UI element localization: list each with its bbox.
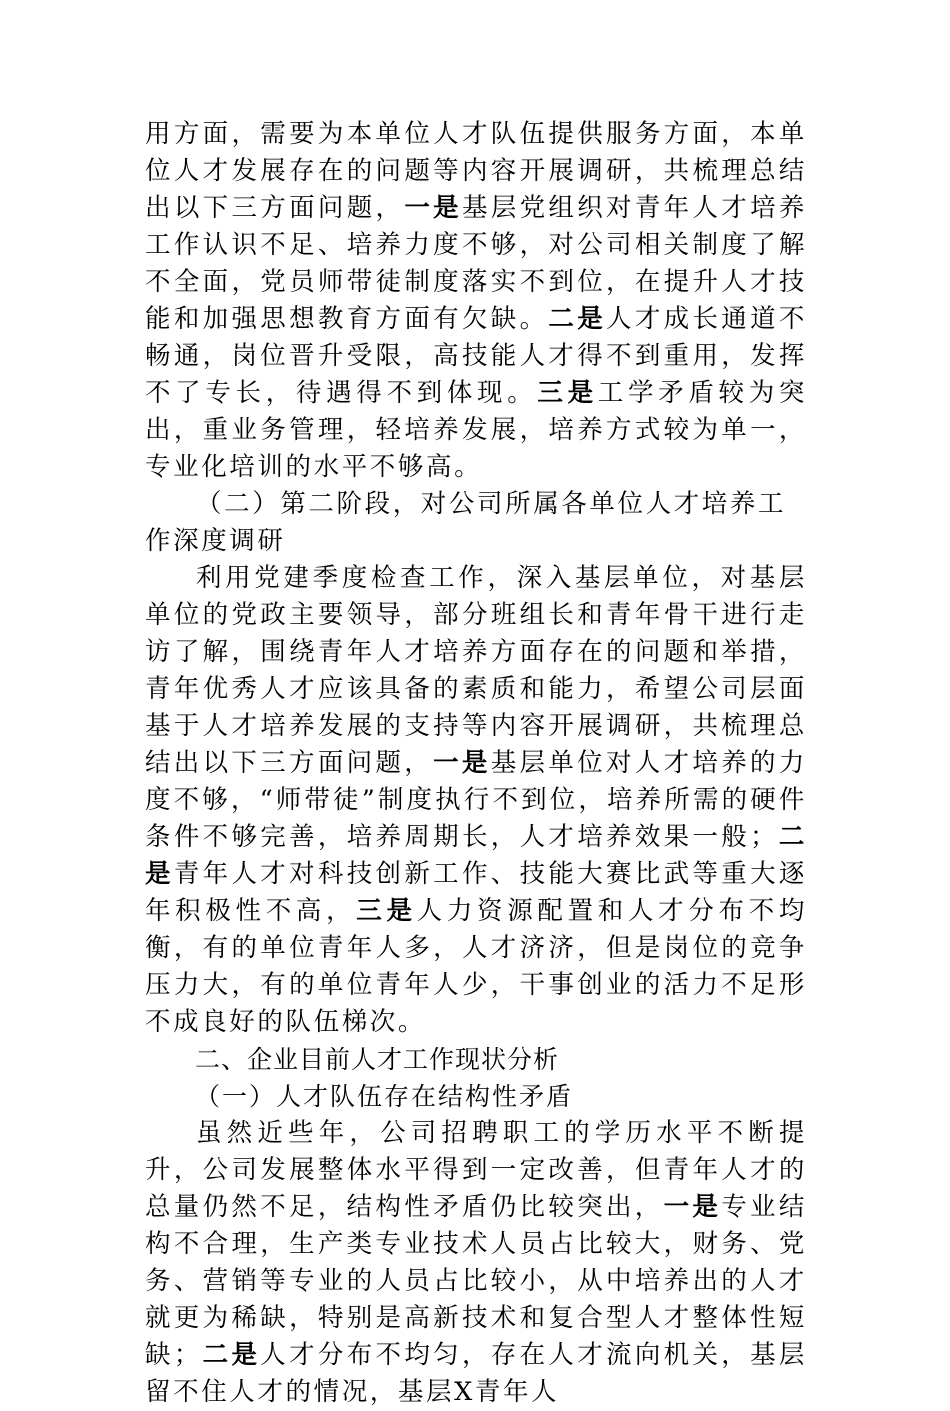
bold-marker: 二是 <box>145 822 808 889</box>
bold-marker: 一是 <box>404 193 462 223</box>
bold-marker: 一是 <box>663 1192 722 1222</box>
paragraph-stage-two-research <box>145 560 807 1041</box>
text-run: 人才分布不均匀，存在人才流向机关，基层留不住人才的情况，基层X青年人 <box>145 1340 808 1407</box>
section-heading-current-status: 二、企业目前人才工作现状分析 <box>195 1045 560 1074</box>
text-run: 基层党组织对青年人才培养工作认识不足、培养力度不够，对公司相关制度了解不全面，党员师带徒制度落实不到位，在提升人才技能和加强思想教育方面有欠缺。 <box>145 193 808 334</box>
bold-marker: 二是 <box>201 1340 261 1370</box>
paragraph-problems-summary <box>145 116 807 486</box>
bold-marker: 一是 <box>433 748 491 778</box>
text-run: 用方面，需要为本单位人才队伍提供服务方面，本单位人才发展存在的问题等内容开展调研，共梳理总结出以下三方面问题， <box>145 119 807 223</box>
bold-marker: 三是 <box>537 378 598 408</box>
text-run: 利用党建季度检查工作，深入基层单位，对基层单位的党政主要领导，部分班组长和青年骨干进行走访了解，围绕青年人才培养方面存在的问题和举措，青年优秀人才应该具备的素质和能力，希望公司层面基于人才培养发展的支持等内容开展调研，共梳理总结出以下三方面问题， <box>145 563 807 778</box>
text-run: 虽然近些年，公司招聘职工的学历水平不断提升，公司发展整体水平得到一定改善，但青年人才的总量仍然不足，结构性矛盾仍比较突出， <box>145 1118 807 1222</box>
text-run: 工学矛盾较为突出，重业务管理，轻培养发展，培养方式较为单一，专业化培训的水平不够高。 <box>145 378 807 482</box>
paragraph-structural-contradiction <box>145 1115 807 1411</box>
text-run: 基层单位对人才培养的力度不够，“师带徒”制度执行不到位，培养所需的硬件条件不够完善，培养周期长，人才培养效果一般； <box>145 748 807 852</box>
text-run: 专业结构不合理，生产类专业技术人员占比较大，财务、党务、营销等专业的人员占比较小，从中培养出的人才就更为稀缺，特别是高新技术和复合型人才整体性短缺； <box>145 1192 807 1370</box>
text-run: 青年人才对科技创新工作、技能大赛比武等重大逐年积极性不高， <box>145 859 808 926</box>
bold-marker: 三是 <box>356 896 417 926</box>
section-heading-stage-two: （二）第二阶段，对公司所属各单位人才培养工作深度调研 <box>145 489 787 556</box>
document-page <box>145 116 807 1411</box>
bold-marker: 二是 <box>548 304 607 334</box>
text-run: 人力资源配置和人才分布不均衡，有的单位青年人多，人才济济，但是岗位的竞争压力大，有的单位青年人少，干事创业的活力不足形不成良好的队伍梯次。 <box>145 896 807 1037</box>
text-run: 人才成长通道不畅通，岗位晋升受限，高技能人才得不到重用，发挥不了专长，待遇得不到体现。 <box>145 304 808 408</box>
section-heading-structural-contradiction: （一）人才队伍存在结构性矛盾 <box>195 1082 574 1111</box>
